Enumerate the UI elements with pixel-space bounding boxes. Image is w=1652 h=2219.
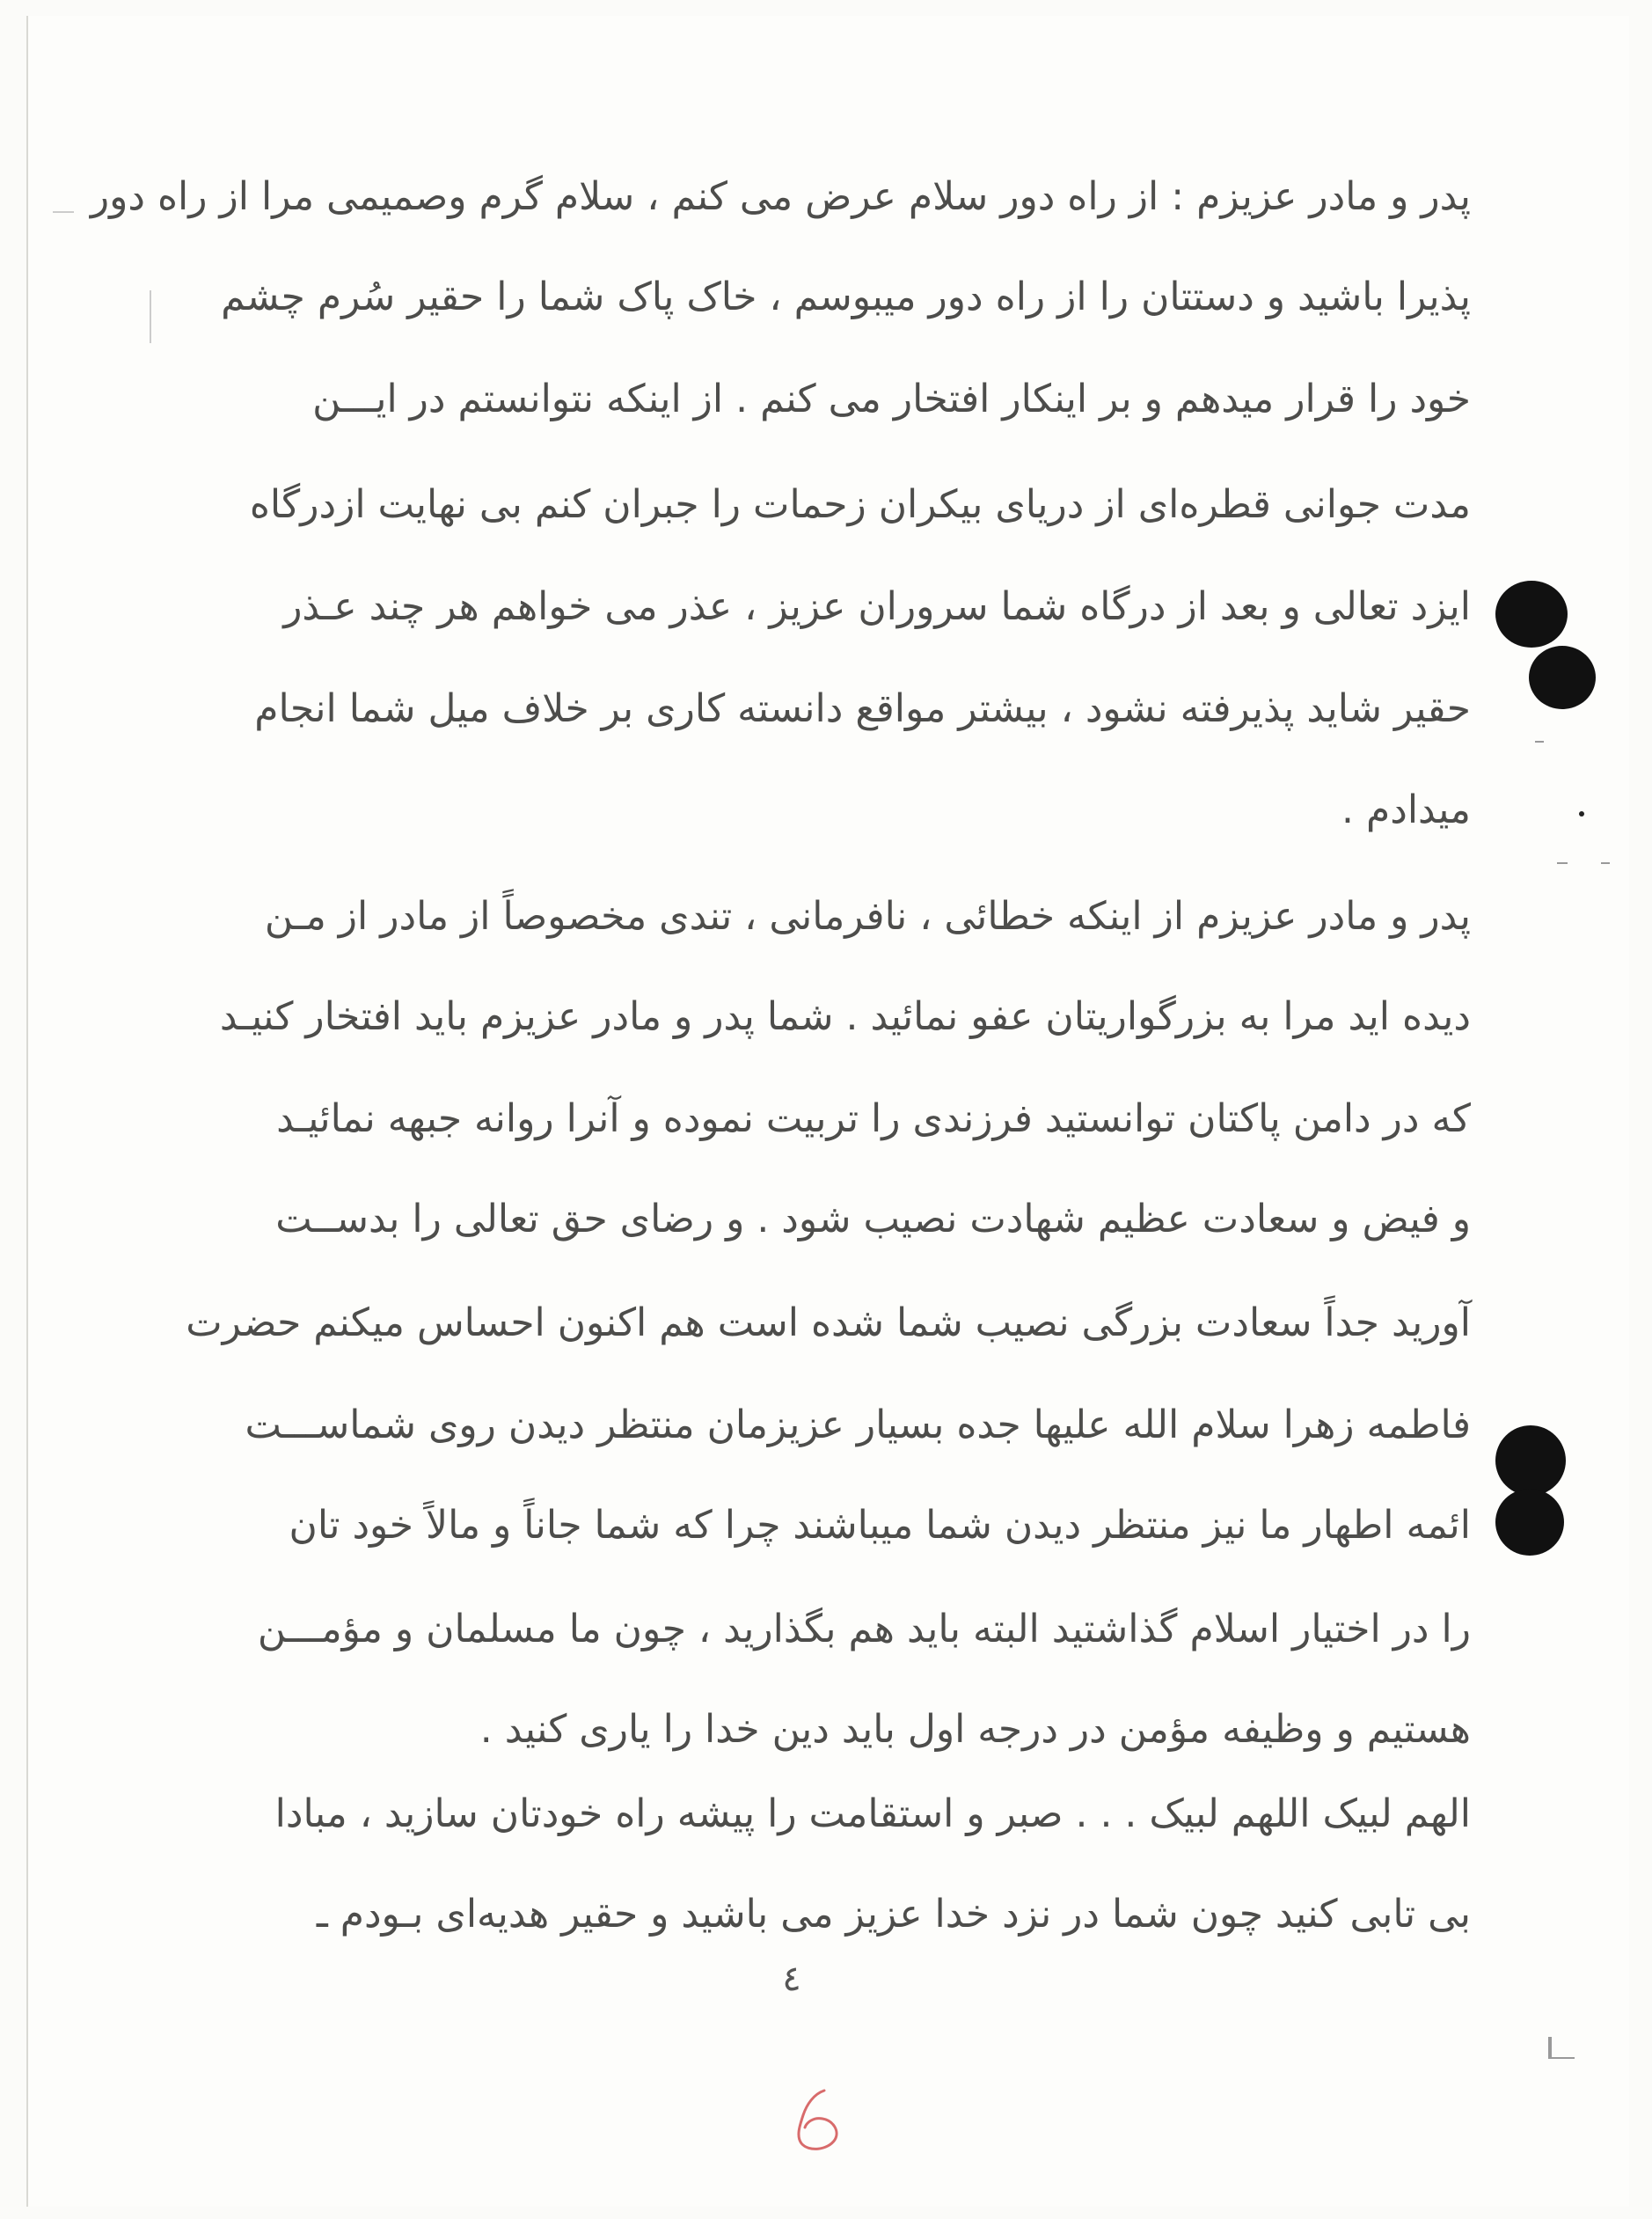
letter-line: را در اختیار اسلام گذاشتید البته باید هم بگذارید ، چون ما مسلمان و مؤمـــن [257,1607,1471,1651]
punch-hole-mark [1495,1425,1566,1496]
letter-line: هستیم و وظیفه مؤمن در درجه اول باید دین خدا را یاری کنید . [479,1707,1471,1752]
letter-line: پذیرا باشید و دستتان را از راه دور میبوسم ، خاک پاک شما را حقیر سُرم چشم [221,275,1471,319]
page-number: ٤ [782,1959,801,1999]
punch-hole-mark [1495,581,1568,648]
letter-line: که در دامن پاکتان توانستید فرزندی را تربیت نموده و آنرا روانه جبهه نمائیـد [276,1096,1471,1141]
scan-speck [1557,862,1568,864]
handwritten-page-number-mark [787,2085,849,2156]
letter-line: بی تابی کنید چون شما در نزد خدا عزیز می باشید و حقیر هدیه‌ای بـودم ـ [316,1892,1471,1937]
scan-speck [150,290,151,343]
letter-line: الهم لبیک اللهم لبیک . . . صبر و استقامت را پیشه راه خودتان سازید ، مبادا [274,1791,1471,1836]
scan-speck [53,211,74,213]
letter-line: و فیض و سعادت عظیم شهادت نصیب شود . و رضای حق تعالی را بدســت [275,1197,1471,1241]
letter-line: آورید جداً سعادت بزرگی نصیب شما شده است هم اکنون احساس میکنم حضرت [186,1300,1471,1345]
letter-line: خود را قرار میدهم و بر اینکار افتخار می کنم . از اینکه نتوانستم در ایـــن [312,377,1471,421]
letter-line: مدت جوانی قطره‌ای از دریای بیکران زحمات را جبران کنم بی نهایت ازدرگاه [249,482,1471,527]
letter-line: فاطمه زهرا سلام الله علیها جده بسیار عزیزمان منتظر دیدن روی شماســـت [245,1402,1471,1447]
letter-line: میدادم . [1341,787,1471,832]
punch-hole-mark [1495,1489,1564,1556]
letter-line: ائمه اطهار ما نیز منتظر دیدن شما میباشند چرا که شما جاناً و مالاً خود تان [289,1503,1471,1548]
scan-speck [1601,862,1610,864]
letter-line: پدر و مادر عزیزم از اینکه خطائی ، نافرمانی ، تندی مخصوصاً از مادر از مـن [264,894,1471,939]
scan-speck [1535,741,1544,743]
letter-line: پدر و مادر عزیزم : از راه دور سلام عرض می کنم ، سلام گرم وصمیمی مرا از راه دور [90,174,1471,219]
scan-speck [1548,2037,1552,2058]
letter-line: حقیر شاید پذیرفته نشود ، بیشتر مواقع دانسته کاری بر خلاف میل شما انجام [254,686,1471,731]
letter-line: ایزد تعالی و بعد از درگاه شما سروران عزیز ، عذر می خواهم هر چند عـذر [283,584,1471,629]
letter-line: دیده اید مرا به بزرگواریتان عفو نمائید . شما پدر و مادر عزیزم باید افتخار کنیـد [219,994,1471,1039]
punch-hole-mark [1529,646,1596,709]
scan-speck [1548,2057,1575,2059]
scan-speck [1579,811,1584,817]
